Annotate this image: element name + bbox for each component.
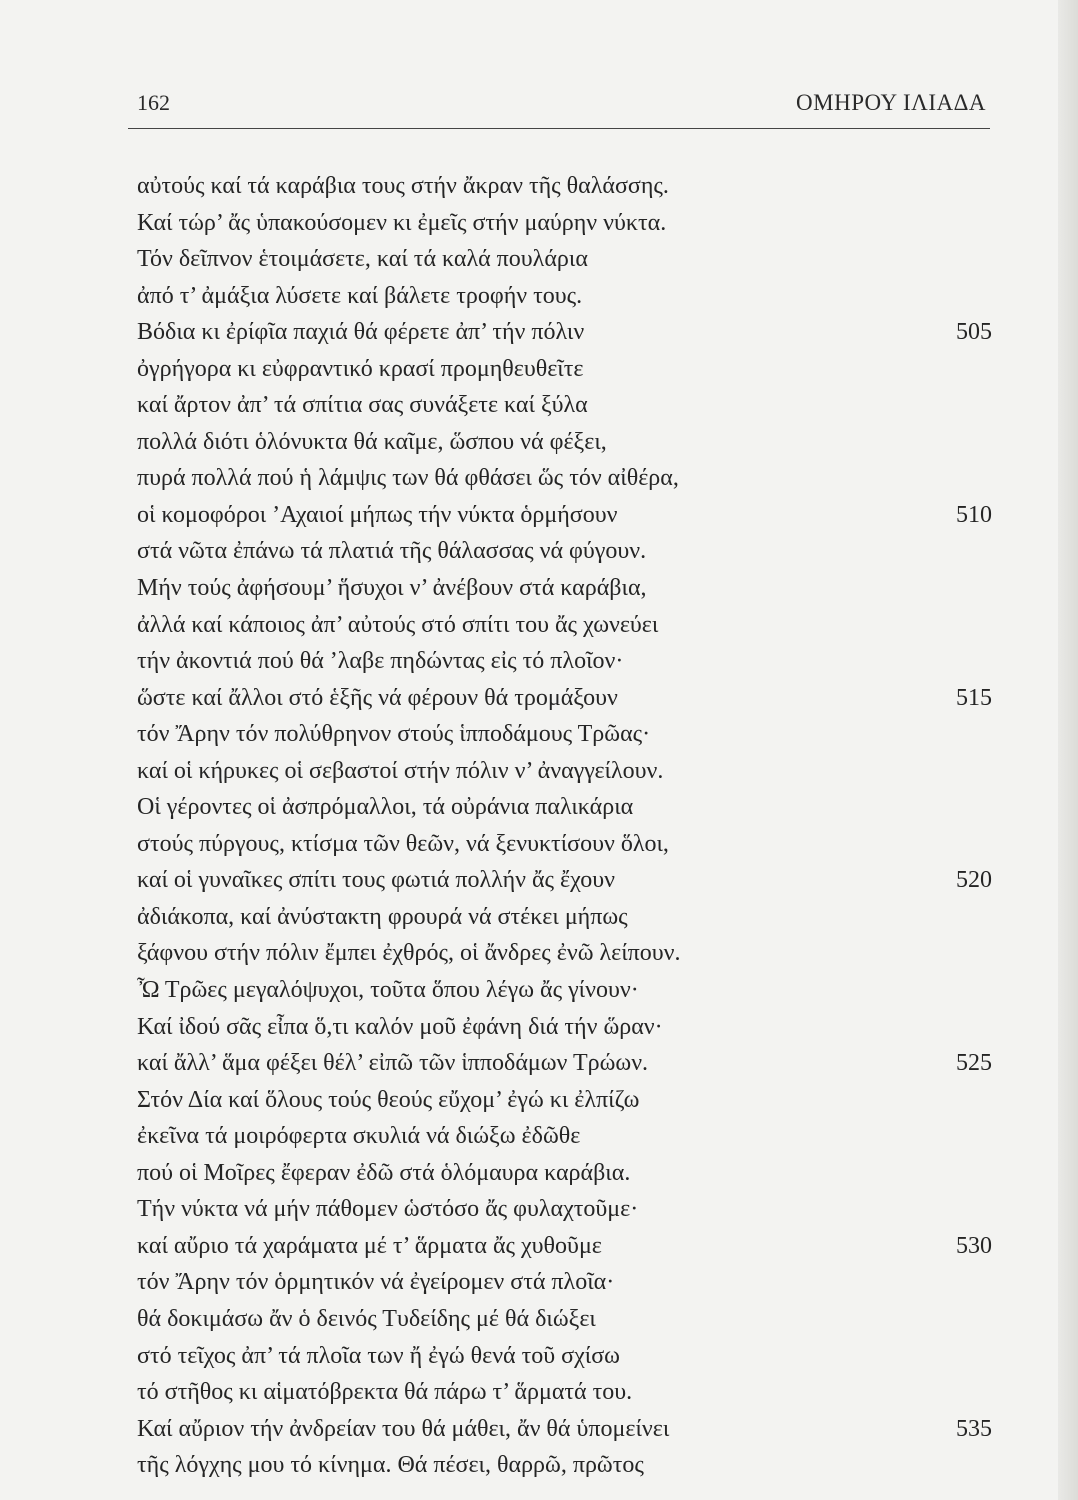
verse-text: τῆς λόγχης μου τό κίνημα. Θά πέσει, θαρρῶ, πρῶτος <box>137 1452 644 1479</box>
page-number: 162 <box>137 90 170 115</box>
page-edge-shadow <box>1058 0 1078 1500</box>
verse-line <box>137 424 992 461</box>
verse-text: ὀγρήγορα κι εὐφραντικό κρασί προμηθευθεῖτε <box>137 355 584 382</box>
verse-text: στό τεῖχος ἀπ’ τά πλοῖα των ἤ ἐγώ θενά τοῦ σχίσω <box>137 1342 620 1369</box>
verse-line <box>137 899 992 936</box>
verse-text: Οἱ γέροντες οἱ ἀσπρόμαλλοι, τά οὐράνια παλικάρια <box>137 794 634 821</box>
verse-line <box>137 935 992 972</box>
running-title: ΟΜΗΡΟΥ ΙΛΙΑΔΑ <box>796 90 986 115</box>
verse-text: ξάφνου στήν πόλιν ἔμπει ἐχθρός, οἱ ἄνδρες ἐνῶ λείπουν. <box>137 940 681 967</box>
verse-line <box>137 570 992 607</box>
verse-line <box>137 643 992 680</box>
verse-text: ἀλλά καί κάποιος ἀπ’ αὐτούς στό σπίτι του ἄς χωνεύει <box>137 611 659 638</box>
verse-line <box>137 460 992 497</box>
header-rule <box>128 128 990 129</box>
verse-line <box>137 1301 992 1338</box>
verse-line <box>137 972 992 1009</box>
verse-text: Τόν δεῖπνον ἑτοιμάσετε, καί τά καλά πουλάρια <box>137 246 588 273</box>
verse-text: ὥστε καί ἄλλοι στό ἑξῆς νά φέρουν θά τρομάξουν <box>137 684 618 711</box>
verse-line <box>137 351 992 388</box>
verse-number: 535 <box>956 1415 992 1442</box>
verse-text: πού οἱ Μοῖρες ἔφεραν ἐδῶ στά ὁλόμαυρα καράβια. <box>137 1159 631 1186</box>
verse-text: πολλά διότι ὁλόνυκτα θά καῖμε, ὥσπου νά φέξει, <box>137 428 607 455</box>
verse-line <box>137 862 992 899</box>
verse-number: 520 <box>956 867 992 894</box>
verse-text: τό στῆθος κι αἱματόβρεκτα θά πάρω τ’ ἅρματά του. <box>137 1379 633 1406</box>
verse-text: ἐκεῖνα τά μοιρόφερτα σκυλιά νά διώξω ἐδῶθε <box>137 1123 581 1150</box>
verse-text: Στόν Δία καί ὅλους τούς θεούς εὔχομ’ ἐγώ κι ἐλπίζω <box>137 1086 640 1113</box>
verse-text: πυρά πολλά πού ἡ λάμψις των θά φθάσει ὥς τόν αἰθέρα, <box>137 465 679 492</box>
verse-line <box>137 826 992 863</box>
verse-text: Τήν νύκτα νά μήν πάθομεν ὡστόσο ἄς φυλαχτοῦμε· <box>137 1196 639 1223</box>
verse-text: καί αὔριο τά χαράματα μέ τ’ ἅρματα ἄς χυθοῦμε <box>137 1232 602 1259</box>
verse-text: καί οἱ γυναῖκες σπίτι τους φωτιά πολλήν ἄς ἔχουν <box>137 867 615 894</box>
verse-line <box>137 387 992 424</box>
verse-line <box>137 1045 992 1082</box>
verse-line <box>137 1082 992 1119</box>
verse-line <box>137 789 992 826</box>
verse-line <box>137 716 992 753</box>
verse-line <box>137 607 992 644</box>
verse-text: στούς πύργους, κτίσμα τῶν θεῶν, νά ξενυκτίσουν ὅλοι, <box>137 830 669 857</box>
verse-text: θά δοκιμάσω ἄν ὁ δεινός Τυδείδης μέ θά διώξει <box>137 1305 596 1332</box>
verse-line <box>137 1228 992 1265</box>
verse-line <box>137 1009 992 1046</box>
verse-text: αὐτούς καί τά καράβια τους στήν ἄκραν τῆς θαλάσσης. <box>137 173 669 199</box>
verse-line <box>137 1338 992 1375</box>
verse-number: 515 <box>956 684 992 711</box>
verse-text: Καί τώρ’ ἄς ὑπακούσομεν κι ἐμεῖς στήν μαύρην νύκτα. <box>137 209 667 236</box>
verse-text: στά νῶτα ἐπάνω τά πλατιά τῆς θάλασσας νά φύγουν. <box>137 538 647 565</box>
verse-line <box>137 1264 992 1301</box>
verse-text: Καί ἰδού σᾶς εἶπα ὅ,τι καλόν μοῦ ἐφάνη διά τήν ὥραν· <box>137 1013 663 1040</box>
verse-text: Μήν τούς ἀφήσουμ’ ἥσυχοι ν’ ἀνέβουν στά καράβια, <box>137 575 647 602</box>
verse-text: καί ἄρτον ἀπ’ τά σπίτια σας συνάξετε καί ξύλα <box>137 392 588 419</box>
verse-text: ἀπό τ’ ἀμάξια λύσετε καί βάλετε τροφήν τους. <box>137 282 583 309</box>
verse-text: τήν ἀκοντιά πού θά ’λαβε πηδώντας εἰς τό πλοῖον· <box>137 648 624 675</box>
verse-text: καί ἄλλ’ ἅμα φέξει θέλ’ εἰπῶ τῶν ἱπποδάμων Τρώων. <box>137 1050 649 1077</box>
verse-line <box>137 1155 992 1192</box>
verse-line <box>137 1374 992 1411</box>
verse-line <box>137 241 992 278</box>
verse-line <box>137 1411 992 1448</box>
verse-number: 510 <box>956 501 992 528</box>
verse-line <box>137 1118 992 1155</box>
verse-text: καί οἱ κήρυκες οἱ σεβαστοί στήν πόλιν ν’ ἀναγγείλουν. <box>137 757 664 784</box>
verse-line <box>137 314 992 351</box>
verse-line <box>137 497 992 534</box>
verse-line <box>137 680 992 717</box>
verse-line <box>137 533 992 570</box>
verse-number: 530 <box>956 1232 992 1259</box>
verse-line <box>137 278 992 315</box>
verse-text: τόν Ἄρην τόν ὁρμητικόν νά ἐγείρομεν στά πλοῖα· <box>137 1269 615 1296</box>
verse-text: Καί αὔριον τήν ἀνδρείαν του θά μάθει, ἄν θά ὑπομείνει <box>137 1415 670 1442</box>
verse-line <box>137 168 992 205</box>
verse-text: Βόδια κι ἐρίφῖα παχιά θά φέρετε ἀπ’ τήν πόλιν <box>137 319 585 346</box>
verse-text: τόν Ἄρην τόν πολύθρηνον στούς ἱπποδάμους Τρῶας· <box>137 721 651 748</box>
verse-line <box>137 205 992 242</box>
verse-text: ἀδιάκοπα, καί ἀνύστακτη φρουρά νά στέκει μήπως <box>137 903 628 930</box>
verse-line <box>137 753 992 790</box>
verse-line <box>137 1447 992 1484</box>
verse-text: Ὦ Τρῶες μεγαλόψυχοι, τοῦτα ὅπου λέγω ἄς γίνουν· <box>137 977 639 1004</box>
running-header <box>128 86 990 126</box>
verse-line <box>137 1191 992 1228</box>
verse-list <box>137 168 992 1484</box>
verse-number: 525 <box>956 1050 992 1077</box>
verse-number: 505 <box>956 319 992 346</box>
verse-text: οἱ κομοφόροι ’Αχαιοί μήπως τήν νύκτα ὁρμήσουν <box>137 501 618 528</box>
